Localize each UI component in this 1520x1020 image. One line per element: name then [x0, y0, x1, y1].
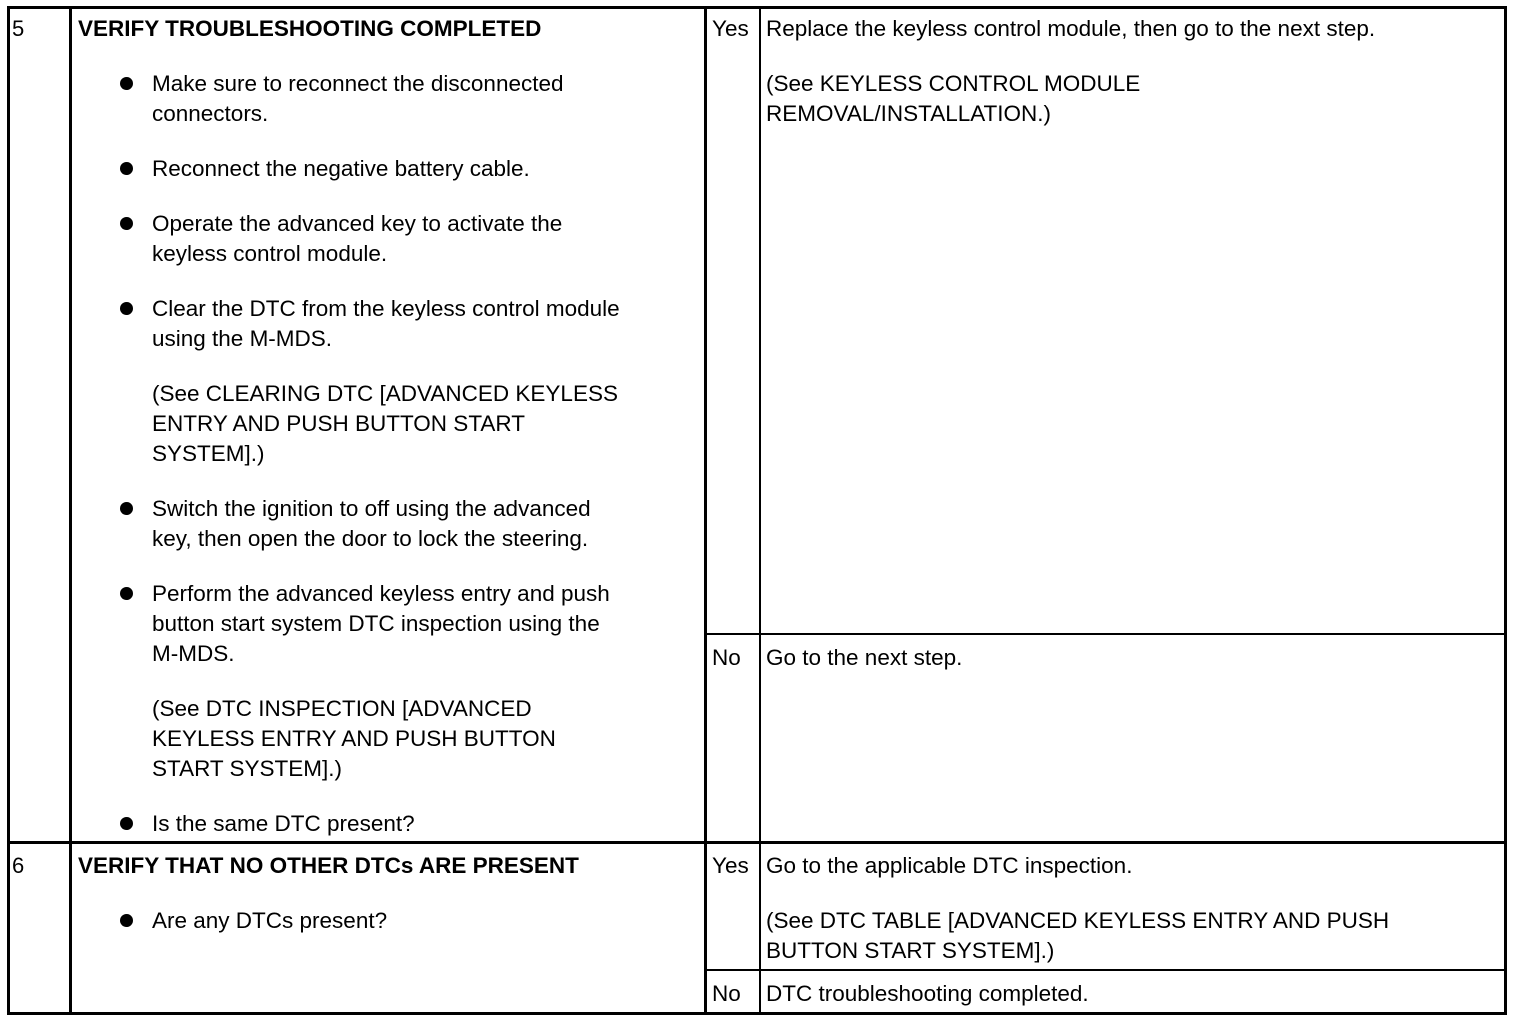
checklist-item: Is the same DTC present? [152, 811, 415, 836]
bullet-icon [120, 302, 133, 315]
row-divider [7, 841, 1507, 844]
bullet-icon [120, 77, 133, 90]
checklist-item: Clear the DTC from the keyless control module using the M-MDS. [152, 296, 620, 351]
bullet-icon [120, 817, 133, 830]
yes-reference-note: (See KEYLESS CONTROL MODULE REMOVAL/INSTALLATION.) [766, 71, 1141, 126]
checklist-item: Reconnect the negative battery cable. [152, 156, 530, 181]
no-label: No [712, 645, 741, 670]
checklist-item: Make sure to reconnect the disconnected connectors. [152, 71, 564, 126]
step-heading: VERIFY THAT NO OTHER DTCs ARE PRESENT [78, 853, 579, 878]
bullet-icon [120, 914, 133, 927]
bullet-icon [120, 217, 133, 230]
column-divider [759, 6, 761, 1015]
checklist-item: Switch the ignition to off using the advanced key, then open the door to lock the steering. [152, 496, 591, 551]
bullet-icon [120, 502, 133, 515]
no-label: No [712, 981, 741, 1006]
column-divider [69, 6, 72, 1015]
row-divider [704, 969, 1507, 971]
reference-note: (See DTC INSPECTION [ADVANCED KEYLESS ENTRY AND PUSH BUTTON START SYSTEM].) [152, 696, 556, 781]
row-divider [704, 633, 1507, 635]
no-action: Go to the next step. [766, 645, 963, 670]
yes-action: Replace the keyless control module, then go to the next step. [766, 16, 1376, 41]
checklist-item: Operate the advanced key to activate the keyless control module. [152, 211, 563, 266]
checklist-item: Perform the advanced keyless entry and push button start system DTC inspection using the M-MDS. [152, 581, 610, 666]
bullet-icon [120, 587, 133, 600]
step-number: 5 [12, 16, 25, 41]
step-number: 6 [12, 853, 25, 878]
checklist-item: Are any DTCs present? [152, 908, 388, 933]
step-heading: VERIFY TROUBLESHOOTING COMPLETED [78, 16, 542, 41]
bullet-icon [120, 162, 133, 175]
yes-label: Yes [712, 16, 749, 41]
no-action: DTC troubleshooting completed. [766, 981, 1089, 1006]
yes-action: Go to the applicable DTC inspection. [766, 853, 1133, 878]
yes-reference-note: (See DTC TABLE [ADVANCED KEYLESS ENTRY AND PUSH BUTTON START SYSTEM].) [766, 908, 1390, 963]
reference-note: (See CLEARING DTC [ADVANCED KEYLESS ENTRY AND PUSH BUTTON START SYSTEM].) [152, 381, 618, 466]
yes-label: Yes [712, 853, 749, 878]
column-divider [704, 6, 707, 1015]
